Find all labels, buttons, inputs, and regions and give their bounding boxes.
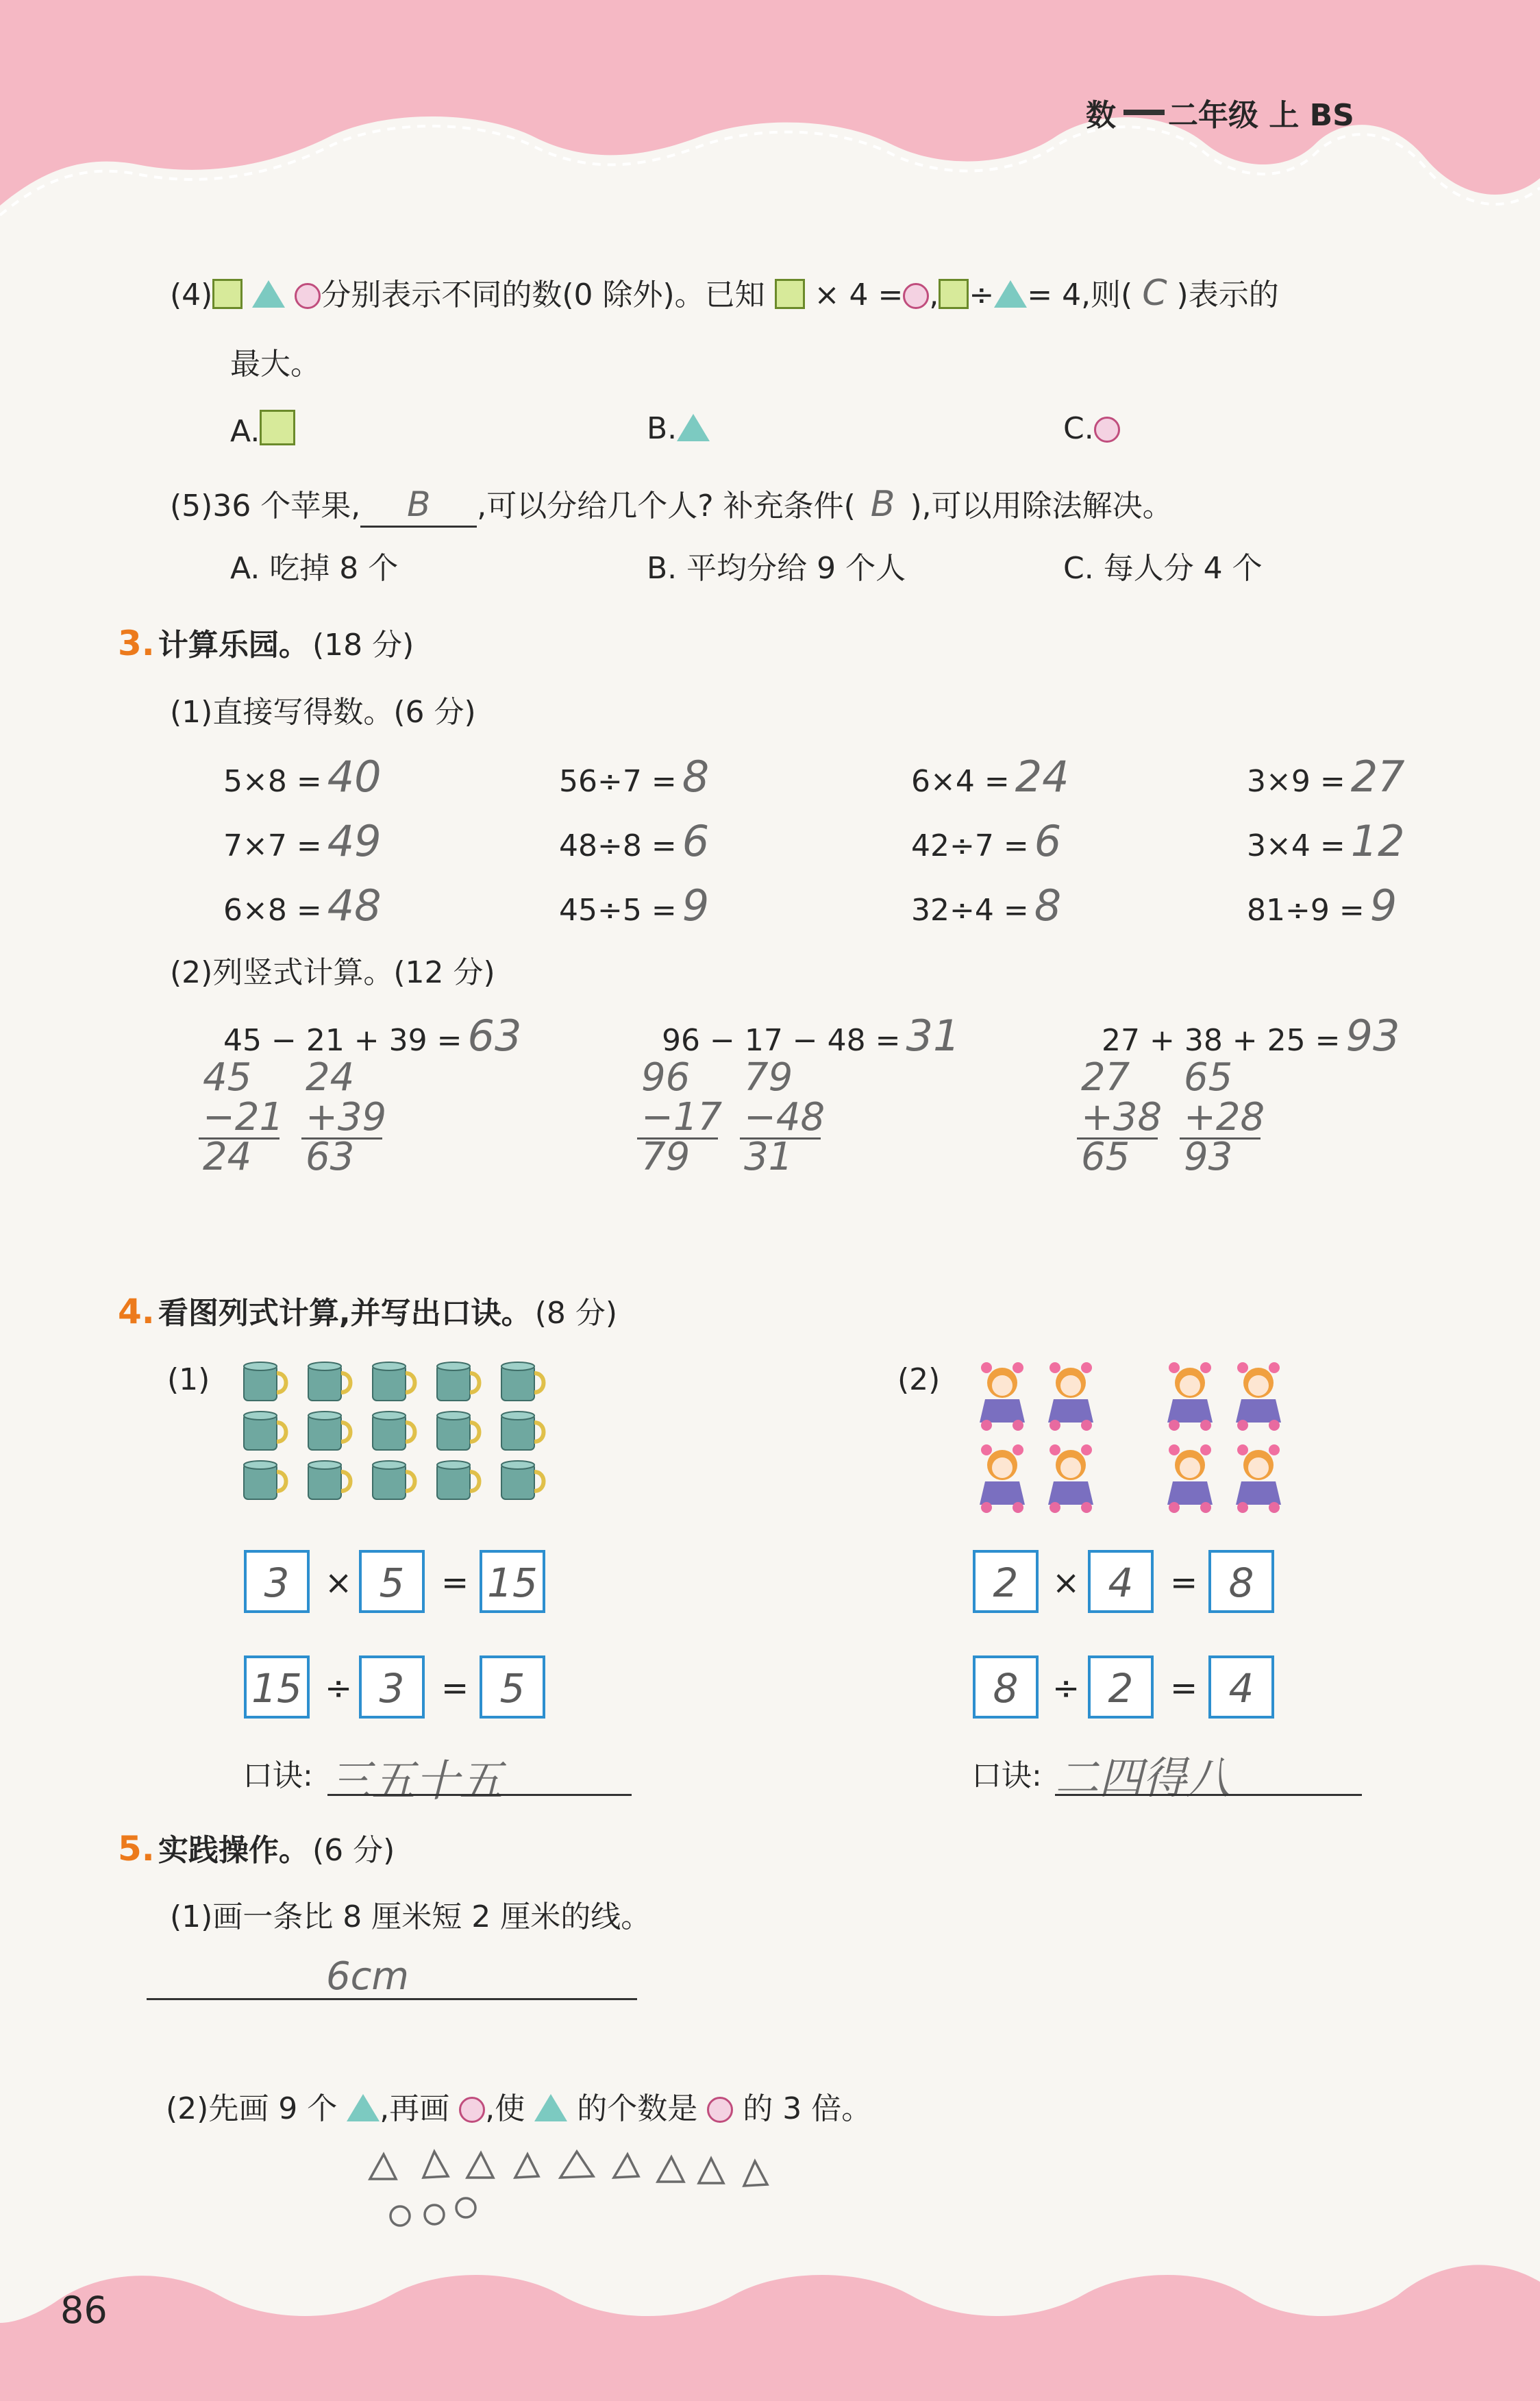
- p2-eq2: =: [1170, 1669, 1198, 1708]
- vertical-work-digit: 27: [1081, 1055, 1130, 1100]
- mental-item: [223, 816, 382, 866]
- doll-icon: [973, 1359, 1032, 1431]
- drawn-triangle-icon: [560, 2152, 593, 2178]
- p2-eq1: =: [1170, 1564, 1198, 1602]
- mental-answer: 6: [682, 816, 710, 866]
- p1-op1: ×: [325, 1564, 353, 1602]
- mental-answer: 24: [1015, 752, 1069, 802]
- cup-icon: [306, 1410, 355, 1453]
- cup-icon: [370, 1410, 419, 1453]
- p1-eq1: =: [441, 1564, 469, 1602]
- mental-expr: 48÷8 =: [559, 828, 677, 863]
- q5-option-c[interactable]: C. 每人分 4 个: [1063, 551, 1263, 586]
- doll-icon: [1041, 1359, 1100, 1431]
- mental-item: [911, 816, 1062, 866]
- q4-line1: (4) 分别表示不同的数(0 除外)。已知 × 4 = , ÷ = 4,则( C )表示的: [170, 273, 1279, 314]
- section-5-heading: 5. 实践操作。 (6 分): [118, 1829, 395, 1869]
- mental-expr: 6×8 =: [223, 893, 322, 928]
- drawn-triangle-icon: [370, 2154, 396, 2179]
- doll-icon: [973, 1442, 1032, 1513]
- vertical-work-digit: 45: [203, 1055, 252, 1100]
- mental-answer: 8: [1034, 881, 1062, 931]
- section-3-heading: 3. 计算乐园。 (18 分): [118, 624, 414, 663]
- vertical-work-digit: 31: [744, 1135, 793, 1179]
- vertical-work-digit: −17: [641, 1095, 723, 1140]
- circle-icon: [1094, 417, 1120, 443]
- cup-icon: [434, 1460, 484, 1502]
- triangle-icon: [994, 280, 1027, 308]
- circle-icon: [903, 283, 929, 309]
- p1-box-f[interactable]: 5: [480, 1655, 545, 1719]
- circle-icon: [459, 2097, 485, 2123]
- mental-expr: 3×9 =: [1247, 764, 1345, 799]
- vertical-work-digit: +39: [306, 1095, 387, 1140]
- doll-icon: [1160, 1359, 1219, 1431]
- mental-answer: 48: [327, 881, 382, 931]
- sec4-p2-label: (2): [897, 1362, 941, 1397]
- vertical-work-line: [740, 1137, 821, 1140]
- vertical-work-digit: 24: [306, 1055, 355, 1100]
- p2-box-f[interactable]: 4: [1208, 1655, 1274, 1719]
- triangle-icon: [347, 2094, 380, 2121]
- p1-box-a[interactable]: 3: [244, 1550, 310, 1613]
- drawn-triangle-icon: [423, 2152, 448, 2178]
- mental-item: [911, 752, 1069, 802]
- q4-option-c[interactable]: C.: [1063, 410, 1120, 448]
- q4-answer: C: [1142, 273, 1167, 314]
- vertical-work-digit: 79: [744, 1055, 793, 1100]
- header-grade: 二年级 上 BS: [1168, 98, 1354, 133]
- q4-text1: 分别表示不同的数(0 除外)。已知: [321, 278, 765, 312]
- drawn-triangle-icon: [699, 2158, 723, 2183]
- p1-op2: ÷: [325, 1669, 353, 1708]
- cup-icon: [241, 1460, 290, 1502]
- cup-icon: [306, 1361, 355, 1403]
- drawn-line-6cm: [147, 1998, 637, 2000]
- vertical-expression: 96 − 17 − 48 = 31: [662, 1011, 960, 1061]
- p1-eq2: =: [441, 1669, 469, 1708]
- square-icon: [775, 279, 805, 309]
- vertical-work-line: [199, 1137, 280, 1140]
- mental-expr: 32÷4 =: [911, 893, 1029, 928]
- cup-icon: [499, 1460, 548, 1502]
- mental-answer: 9: [1369, 881, 1398, 931]
- vertical-work-digit: 63: [306, 1135, 355, 1179]
- drawn-shapes: [363, 2138, 788, 2241]
- cup-icon: [434, 1410, 484, 1453]
- q4-line2: 最大。: [230, 347, 321, 382]
- p1-box-b[interactable]: 5: [359, 1550, 425, 1613]
- p2-rhyme-line: [1055, 1794, 1362, 1796]
- mental-item: [1247, 752, 1405, 802]
- p1-box-e[interactable]: 3: [359, 1655, 425, 1719]
- p1-rhyme-label: 口诀:: [243, 1758, 313, 1793]
- p1-box-d[interactable]: 15: [244, 1655, 310, 1719]
- vertical-work-digit: 79: [641, 1135, 691, 1179]
- circle-icon: [295, 283, 321, 309]
- mental-answer: 49: [327, 816, 382, 866]
- sec3-sub1: (1)直接写得数。(6 分): [170, 695, 476, 730]
- vertical-work-digit: 65: [1184, 1055, 1233, 1100]
- header-subject: 数: [1086, 98, 1116, 133]
- p2-rhyme-answer: 二四得八: [1055, 1753, 1230, 1804]
- vertical-work-line: [1077, 1137, 1158, 1140]
- p2-op1: ×: [1052, 1564, 1080, 1602]
- mental-answer: 40: [327, 752, 382, 802]
- cup-icon: [370, 1460, 419, 1502]
- cup-icon: [499, 1361, 548, 1403]
- drawn-triangle-icon: [744, 2161, 767, 2186]
- drawn-triangle-icon: [658, 2157, 684, 2182]
- p1-rhyme-answer: 三五十五: [327, 1756, 503, 1807]
- vertical-work-digit: 93: [1184, 1135, 1233, 1179]
- mental-expr: 45÷5 =: [559, 893, 677, 928]
- cup-icon: [306, 1460, 355, 1502]
- header-divider: [1123, 110, 1165, 115]
- cup-icon: [370, 1361, 419, 1403]
- q4-text4: = 4,则(: [1027, 278, 1133, 312]
- vertical-expression: 27 + 38 + 25 = 93: [1102, 1011, 1400, 1061]
- drawn-circle-icon: [390, 2206, 410, 2226]
- square-icon: [260, 410, 295, 445]
- mental-answer: 12: [1350, 816, 1405, 866]
- bottom-pink-band: [0, 2241, 1540, 2401]
- p2-box-c[interactable]: 8: [1208, 1550, 1274, 1613]
- drawn-line-label: 6cm: [326, 1954, 409, 1999]
- q4-option-a[interactable]: A.: [230, 410, 295, 451]
- mental-item: [559, 752, 710, 802]
- triangle-icon: [252, 280, 285, 308]
- p1-rhyme-line: [327, 1794, 632, 1796]
- mental-answer: 8: [682, 752, 710, 802]
- p2-op2: ÷: [1052, 1669, 1080, 1708]
- cup-icon: [241, 1361, 290, 1403]
- q5-answer: B: [870, 484, 895, 525]
- mental-expr: 42÷7 =: [911, 828, 1029, 863]
- vertical-work-digit: −21: [203, 1095, 284, 1140]
- drawn-triangle-icon: [614, 2154, 638, 2178]
- p1-box-c[interactable]: 15: [480, 1550, 545, 1613]
- vertical-work-digit: 65: [1081, 1135, 1130, 1179]
- drawn-circle-icon: [456, 2198, 475, 2217]
- drawn-triangle-icon: [467, 2153, 493, 2178]
- vertical-work-digit: 24: [203, 1135, 252, 1179]
- q5-option-a[interactable]: A. 吃掉 8 个: [230, 551, 399, 586]
- mental-item: [559, 816, 710, 866]
- vertical-work-line: [301, 1137, 382, 1140]
- q4-text2: × 4 =: [814, 278, 904, 312]
- circle-icon: [707, 2097, 733, 2123]
- p2-box-d[interactable]: 8: [973, 1655, 1039, 1719]
- triangle-icon: [534, 2094, 567, 2121]
- q4-text3: ÷: [969, 278, 995, 312]
- mental-expr: 6×4 =: [911, 764, 1010, 799]
- mental-expr: 7×7 =: [223, 828, 322, 863]
- q4-text5: )表示的: [1176, 278, 1279, 312]
- square-icon: [212, 279, 243, 309]
- drawn-circle-icon: [425, 2205, 444, 2224]
- sec5-sub2: (2)先画 9 个 ,再画 ,使 的个数是 的 3 倍。: [166, 2091, 872, 2126]
- vertical-answer: 31: [906, 1011, 960, 1061]
- page-number: 86: [60, 2289, 108, 2332]
- mental-item: [911, 881, 1062, 931]
- square-icon: [939, 279, 969, 309]
- doll-icon: [1229, 1442, 1288, 1513]
- vertical-work-digit: +28: [1184, 1095, 1265, 1140]
- q5-line1: (5)36 个苹果, B ,可以分给几个人? 补充条件( B ),可以用除法解决。: [170, 485, 1173, 528]
- triangle-icon: [677, 414, 710, 441]
- q4-number: (4): [170, 278, 213, 312]
- mental-expr: 3×4 =: [1247, 828, 1345, 863]
- doll-icon: [1229, 1359, 1288, 1431]
- vertical-answer: 93: [1345, 1011, 1400, 1061]
- q5-option-b[interactable]: B. 平均分给 9 个人: [647, 551, 906, 586]
- p2-rhyme-label: 口诀:: [971, 1758, 1042, 1793]
- q4-option-b[interactable]: B.: [647, 410, 710, 448]
- q5-blank-answer: B: [407, 484, 431, 524]
- mental-expr: 81÷9 =: [1247, 893, 1365, 928]
- drawn-triangle-icon: [515, 2154, 538, 2178]
- mental-item: [223, 752, 382, 802]
- cup-icon: [434, 1361, 484, 1403]
- sec4-p1-label: (1): [167, 1362, 210, 1397]
- mental-answer: 9: [682, 881, 710, 931]
- mental-item: [1247, 881, 1398, 931]
- p2-box-b[interactable]: 4: [1088, 1550, 1154, 1613]
- vertical-expression: 45 − 21 + 39 = 63: [223, 1011, 522, 1061]
- doll-icon: [1041, 1442, 1100, 1513]
- vertical-work-digit: −48: [744, 1095, 825, 1140]
- vertical-work-line: [1180, 1137, 1260, 1140]
- vertical-answer: 63: [467, 1011, 522, 1061]
- doll-icon: [1160, 1442, 1219, 1513]
- cup-icon: [499, 1410, 548, 1453]
- p2-box-e[interactable]: 2: [1088, 1655, 1154, 1719]
- sec5-sub1: (1)画一条比 8 厘米短 2 厘米的线。: [170, 1899, 651, 1934]
- vertical-work-digit: +38: [1081, 1095, 1163, 1140]
- vertical-work-digit: 96: [641, 1055, 691, 1100]
- mental-answer: 6: [1034, 816, 1062, 866]
- mental-expr: 5×8 =: [223, 764, 322, 799]
- sec3-sub2: (2)列竖式计算。(12 分): [170, 955, 495, 990]
- mental-answer: 27: [1350, 752, 1405, 802]
- cup-icon: [241, 1410, 290, 1453]
- p2-box-a[interactable]: 2: [973, 1550, 1039, 1613]
- mental-item: [559, 881, 710, 931]
- mental-expr: 56÷7 =: [559, 764, 677, 799]
- vertical-work-line: [637, 1137, 718, 1140]
- mental-item: [223, 881, 382, 931]
- section-4-heading: 4. 看图列式计算,并写出口诀。 (8 分): [118, 1292, 618, 1331]
- mental-item: [1247, 816, 1405, 866]
